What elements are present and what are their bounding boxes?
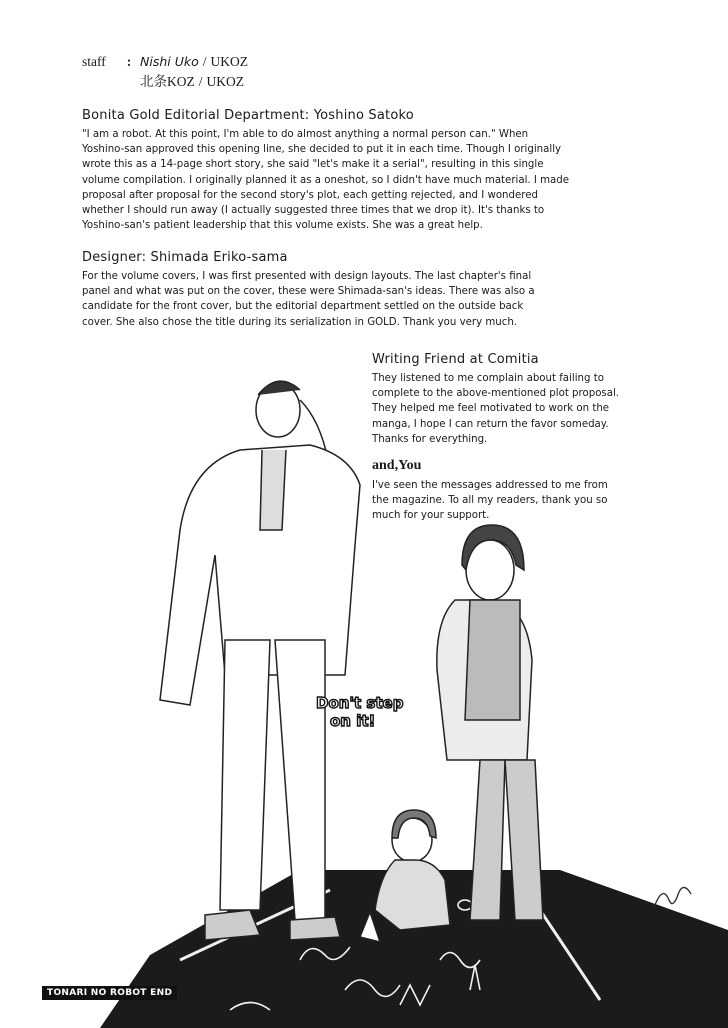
- designer-heading: Designer: Shimada Eriko-sama: [82, 250, 288, 265]
- end-label: TONARI NO ROBOT END: [42, 986, 177, 1000]
- friend-heading: Writing Friend at Comitia: [372, 352, 539, 367]
- you-section: [372, 458, 672, 524]
- editorial-line: whether I should run away (I actually suggested three times that we drop it). It's thanks to: [82, 205, 545, 217]
- friend-line: They helped me feel motivated to work on the: [372, 403, 610, 415]
- friend-line: Thanks for everything.: [372, 433, 488, 445]
- editorial-line: wrote this as a 14-page short story, she said "let's make it a serial", resulting in this single: [82, 159, 544, 171]
- staff-slash-1: /: [202, 54, 207, 69]
- editorial-section: [82, 108, 642, 233]
- you-line: I've seen the messages addressed to me from: [372, 480, 608, 491]
- friend-line: complete to the above-mentioned plot proposal.: [372, 388, 620, 400]
- staff-slash-2: /: [198, 74, 203, 89]
- friend-line: manga, I hope I can return the favor someday.: [372, 418, 609, 430]
- friend-line: They listened to me complain about failing to: [372, 373, 604, 384]
- artist-signature: [655, 887, 691, 905]
- staff-row-1: [82, 52, 248, 72]
- staff-colon: :: [126, 54, 132, 69]
- editorial-heading: Bonita Gold Editorial Department: Yoshino Satoko: [82, 108, 414, 123]
- shout-line-1: Don't step: [316, 694, 404, 712]
- staff-group-1: UKOZ: [210, 54, 249, 69]
- editorial-line: proposal after proposal for the second story's plot, each getting rejected, and I wondered: [82, 189, 538, 201]
- editorial-text: [82, 127, 642, 233]
- designer-section: [82, 250, 642, 330]
- staff-row-2: [82, 72, 248, 92]
- you-text: [372, 478, 672, 524]
- staff-group-2: UKOZ: [206, 74, 245, 89]
- staff-credits: [82, 52, 248, 92]
- editorial-line: volume compilation. I originally planned it as a oneshot, so I didn't have much material. I made: [82, 174, 570, 186]
- designer-line: cover. She also chose the title during its serialization in GOLD. Thank you very much.: [82, 316, 518, 328]
- you-line: the magazine. To all my readers, thank you so: [372, 495, 608, 507]
- you-line: much for your support.: [372, 510, 490, 522]
- designer-line: candidate for the front cover, but the editorial department settled on the outside back: [82, 301, 524, 313]
- designer-line: For the volume covers, I was first presented with design layouts. The last chapter's final: [82, 271, 532, 282]
- friend-text: [372, 371, 672, 447]
- designer-text: [82, 269, 642, 330]
- editorial-line: "I am a robot. At this point, I'm able to do almost anything a normal person can." When: [82, 129, 529, 140]
- staff-name-1: Nishi Uko: [140, 54, 199, 69]
- woman-figure: [437, 525, 543, 920]
- shout-line-2: on it!: [330, 712, 376, 730]
- staff-name-2: 北条KOZ: [140, 74, 195, 89]
- doctor-figure: [160, 381, 360, 940]
- designer-line: panel and what was put on the cover, these were Shimada-san's ideas. There was also a: [82, 286, 535, 298]
- shout-text: [316, 694, 403, 730]
- friend-section: [372, 352, 672, 447]
- editorial-line: Yoshino-san approved this opening line, she decided to put it in each time. Though I originally: [82, 144, 562, 156]
- editorial-line: Yoshino-san's patient leadership that this volume exists. She was a great help.: [82, 220, 483, 232]
- you-heading: and,You: [372, 458, 422, 473]
- staff-label: staff: [82, 54, 106, 69]
